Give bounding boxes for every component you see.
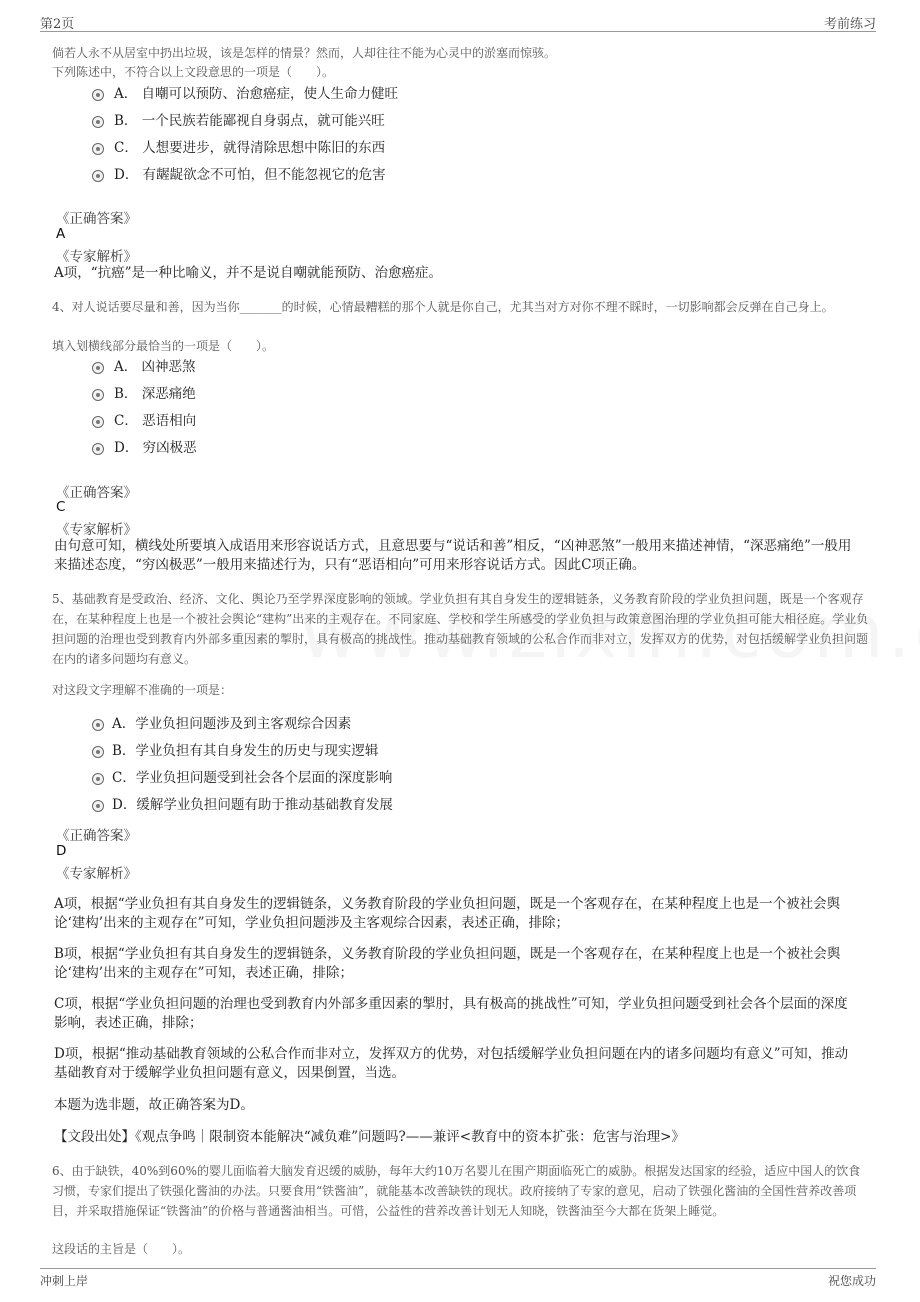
- q6-stem: 6、由于缺铁，40%到60%的婴儿面临着大脑发育迟缓的威胁，每年大约10万名婴儿在围产期面临死亡的威胁。根据发达国家的经验，适应中国人的饮食习惯，专家们提出了铁强化酱油的办法。只要食用“铁酱油”，就能基本改善缺铁的现状。政府接纳了专家的意见，启动了铁强化酱油的全国性营养改善项目，并采取措施保证“铁酱油”的价格与普通酱油相当。可惜，公益性的营养改善计划无人知晓，铁酱油至今大都在货架上睡觉。: [52, 1164, 861, 1218]
- q6-prompt: 这段话的主旨是（ ）。: [52, 1242, 191, 1256]
- option-label: B． 一个民族若能鄙视自身弱点，就可能兴旺: [114, 113, 385, 129]
- q5-source: 【文段出处】《观点争鸣｜限制资本能解决“减负难”问题吗?——兼评<教育中的资本扩张：危害与治理>》: [54, 1129, 685, 1145]
- page-number: 第2页: [40, 17, 75, 32]
- radio-icon[interactable]: [92, 389, 104, 401]
- radio-icon[interactable]: [92, 719, 104, 731]
- q4-analysis-label: 《专家解析》: [56, 522, 137, 538]
- radio-icon[interactable]: [92, 143, 104, 155]
- q5-answer: D: [56, 843, 67, 859]
- q5-analysis-d: D项，根据“推动基础教育领域的公私合作而非对立，发挥双方的优势，对包括缓解学业负担问题在内的诸多问题均有意义”可知，推动基础教育对于缓解学业负担问题有意义，因果倒置，当选。: [54, 1046, 849, 1081]
- option-label: A．学业负担问题涉及到主客观综合因素: [112, 716, 352, 732]
- page-header: [40, 10, 876, 32]
- option-label: C． 恶语相向: [114, 413, 197, 429]
- q3-stem: 倘若人永不从居室中扔出垃圾，该是怎样的情景？然而，人却往往不能为心灵中的淤塞而惊骇。: [52, 46, 557, 60]
- q5-analysis-c: C项，根据“学业负担问题的治理也受到教育内外部多重因素的掣肘，具有极高的挑战性”可知，学业负担问题受到社会各个层面的深度影响，表述正确，排除；: [54, 996, 848, 1031]
- radio-icon[interactable]: [92, 362, 104, 374]
- option-label: B． 深恶痛绝: [114, 386, 196, 402]
- option-label: D． 穷凶极恶: [114, 440, 197, 456]
- option-label: D．缓解学业负担问题有助于推动基础教育发展: [112, 797, 393, 813]
- radio-icon[interactable]: [92, 773, 104, 785]
- q3-answer: A: [56, 226, 66, 242]
- header-title: 考前练习: [823, 17, 876, 32]
- q4-analysis: 由句意可知，横线处所要填入成语用来形容说话方式，且意思要与“说话和善”相反，“凶神恶煞”一般用来描述神情，“深恶痛绝”一般用来描述态度，“穷凶极恶”一般用来描述行为，只有“恶语相向”可用来形容说话方式。因此C项正确。: [54, 538, 852, 573]
- radio-icon[interactable]: [92, 416, 104, 428]
- radio-icon[interactable]: [92, 443, 104, 455]
- q5-analysis-label: 《专家解析》: [56, 866, 137, 882]
- q3-analysis-label: 《专家解析》: [56, 249, 137, 265]
- q4-prompt: 填入划横线部分最恰当的一项是（ ）。: [52, 339, 275, 353]
- option-label: A． 自嘲可以预防、治愈癌症，使人生命力健旺: [114, 86, 399, 102]
- option-label: B．学业负担有其自身发生的历史与现实逻辑: [112, 743, 379, 759]
- q4-answer-label: 《正确答案》: [56, 485, 137, 501]
- footer-right-text: 祝您成功: [827, 1274, 876, 1288]
- q3-answer-label: 《正确答案》: [56, 211, 137, 227]
- q3-prompt: 下列陈述中，不符合以上文段意思的一项是（ ）。: [52, 65, 335, 79]
- header-divider: [40, 31, 876, 32]
- q5-stem: 5、基础教育是受政治、经济、文化、舆论乃至学界深度影响的领域。学业负担有其自身发生的逻辑链条，义务教育阶段的学业负担问题，既是一个客观存在，在某种程度上也是一个被社会舆论“建构”出来的主观存在。不同家庭、学校和学生所感受的学业负担与政策意图治理的学业负担可能大相径庭。学业负担问题的治理也受到教育内外部多重因素的掣肘，具有极高的挑战性。推动基础教育领域的公私合作而非对立，发挥双方的优势，对包括缓解学业负担问题在内的诸多问题均有意义。: [52, 592, 869, 666]
- radio-icon[interactable]: [92, 746, 104, 758]
- radio-icon[interactable]: [92, 89, 104, 101]
- q5-conclusion: 本题为选非题，故正确答案为D。: [54, 1097, 254, 1113]
- q5-analysis-b: B项，根据“学业负担有其自身发生的逻辑链条，义务教育阶段的学业负担问题，既是一个客观存在，在某种程度上也是一个被社会舆论‘建构’出来的主观存在”可知，表述正确，排除；: [54, 946, 841, 981]
- footer-left-text: 冲刺上岸: [40, 1274, 89, 1288]
- footer-divider: [40, 1268, 876, 1269]
- option-label: C． 人想要进步，就得清除思想中陈旧的东西: [114, 140, 386, 156]
- q3-analysis: A项，“抗癌”是一种比喻义，并不是说自嘲就能预防、治愈癌症。: [54, 265, 443, 281]
- q5-analysis-a: A项，根据“学业负担有其自身发生的逻辑链条，义务教育阶段的学业负担问题，既是一个客观存在，在某种程度上也是一个被社会舆论‘建构’出来的主观存在”可知，学业负担问题涉及主客观综合因素，表述正确，排除；: [54, 896, 841, 931]
- option-label: D． 有龌龊欲念不可怕，但不能忽视它的危害: [114, 167, 386, 183]
- radio-icon[interactable]: [92, 116, 104, 128]
- q4-answer: C: [56, 499, 66, 515]
- option-label: C．学业负担问题受到社会各个层面的深度影响: [112, 770, 393, 786]
- radio-icon[interactable]: [92, 800, 104, 812]
- q5-answer-label: 《正确答案》: [56, 828, 137, 844]
- q4-stem: 4、对人说话要尽量和善，因为当你_______的时候，心情最糟糕的那个人就是你自己，尤其当对方对你不理不睬时，一切影响都会反弹在自己身上。: [52, 300, 834, 314]
- q5-prompt: 对这段文字理解不准确的一项是：: [52, 683, 233, 697]
- radio-icon[interactable]: [92, 170, 104, 182]
- option-label: A． 凶神恶煞: [114, 359, 196, 375]
